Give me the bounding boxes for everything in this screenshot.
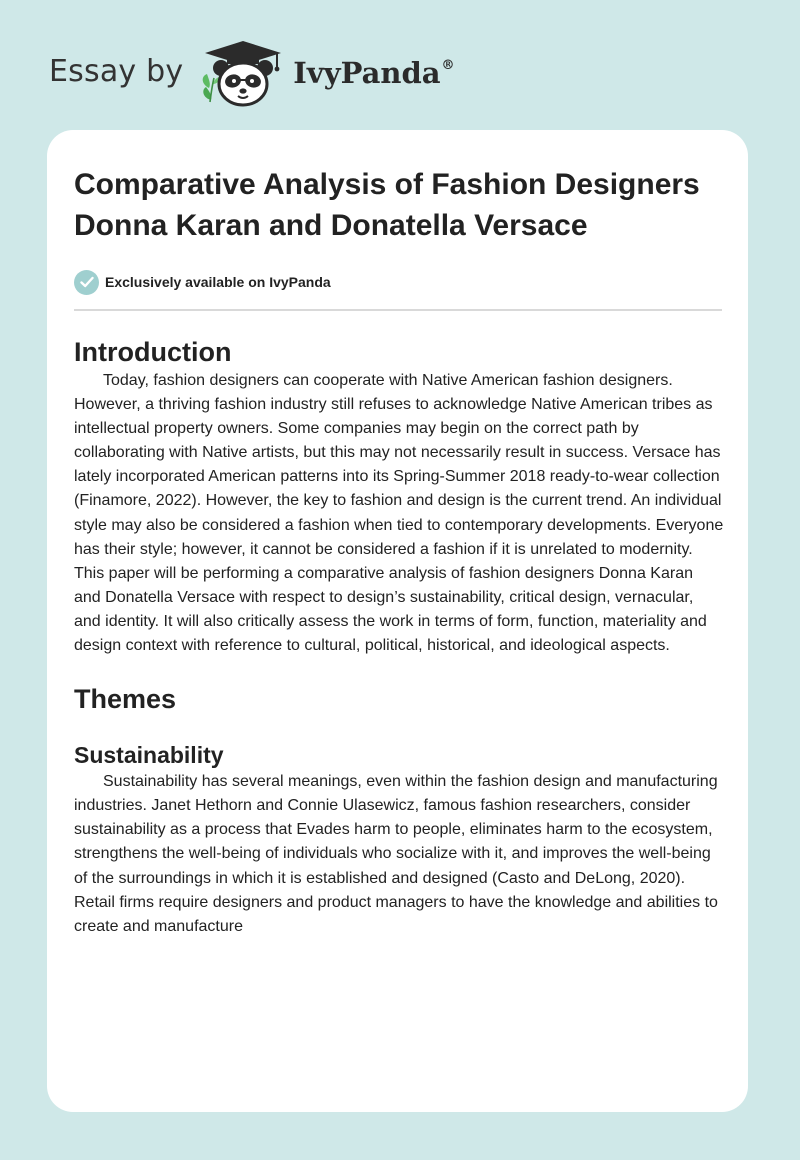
subsection-heading-sustainability: Sustainability [74,742,224,769]
brand-name-text: IvyPanda [293,56,441,90]
section-heading-themes: Themes [74,684,177,715]
brand-header[interactable] [49,38,455,110]
divider [74,309,722,311]
check-icon [74,270,99,295]
section-heading-introduction: Introduction [74,337,232,367]
panda-graduate-logo-icon [197,38,289,110]
section-introduction [74,335,722,658]
page-title: Comparative Analysis of Fashion Designers Donna Karan and Donatella Versace [74,168,700,242]
brand-name [293,56,454,90]
paragraph-introduction: Today, fashion designers can cooperate with Native American fashion designers. However, a thriving fashion industry still refuses to acknowledge Native American tribes as intellectual property owners. Some companies may begin on the correct path by collaborating with Native artists, but this may not necessarily result in success. Versace has lately incorporated American patterns into its Spring-Summer 2018 ready-to-wear collection (Finamore, 2022). However, the key to fashion and design is the current trend. An individual style may also be considered a fashion when tied to contemporary developments. Everyone has their style; however, it cannot be considered a fashion if it is unrelated to modernity. This paper will be performing a comparative analysis of fashion designers Donna Karan and Donatella Versace with respect to design’s sustainability, critical design, vernacular, and identity. It will also critically assess the work in terms of form, function, materiality and design context with reference to cultural, political, historical, and ideological aspects. [74,372,724,655]
essay-card [47,130,748,1112]
subsection-sustainability [74,740,722,939]
registered-mark: ® [441,58,455,73]
exclusive-badge [74,269,722,295]
brand-prefix: Essay by [49,53,184,89]
badge-text: Exclusively available on IvyPanda [105,274,331,290]
paragraph-sustainability: Sustainability has several meanings, even within the fashion design and manufacturing industries. Janet Hethorn and Connie Ulasewicz, famous fashion researchers, consider sustainability as a process that Evades harm to people, eliminates harm to the ecosystem, strengthens the well-being of individuals who socialize with it, and improves the well-being of the surroundings in which it is established and designed (Casto and DeLong, 2020). Retail firms require designers and product managers to have the knowledge and abilities to create and manufacture [74,773,718,935]
section-themes [74,682,722,939]
